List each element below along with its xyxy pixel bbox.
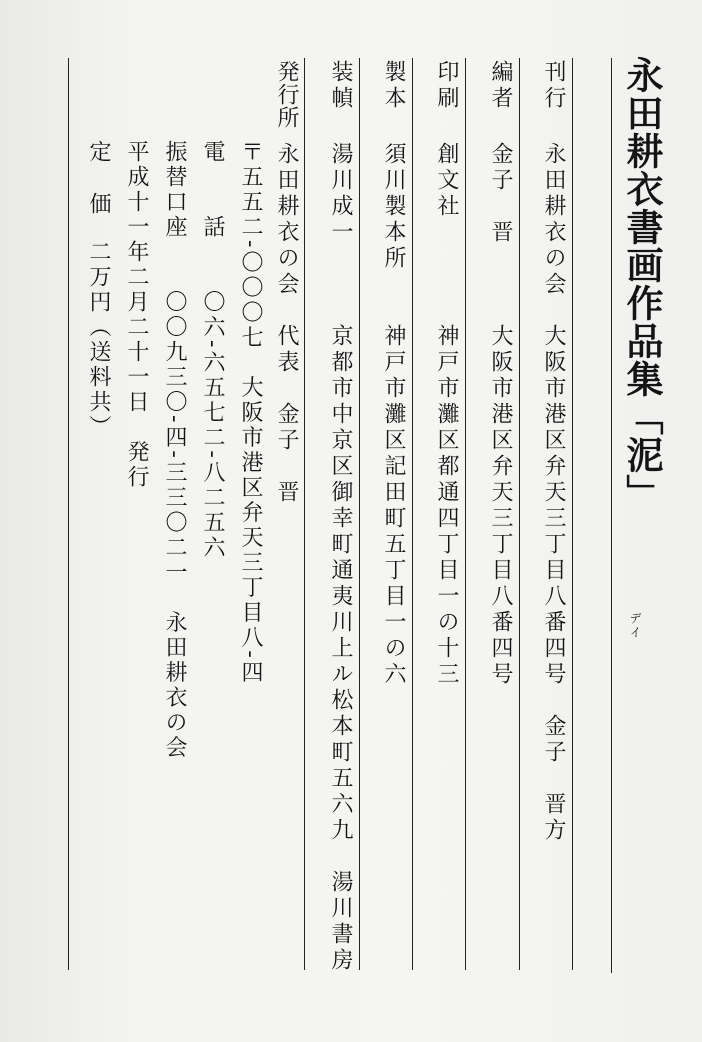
designer-text: 湯川成一 京都市中京区御幸町通夷川上ル松本町五六九 湯川書房 bbox=[328, 142, 353, 974]
rule-3 bbox=[465, 58, 466, 970]
publisher-text: 永田耕衣の会 大阪市港区弁天三丁目八番四号 金子 晋方 bbox=[541, 142, 566, 844]
issuer-line-phone: 電 話 〇六-六五七二-八二五六 bbox=[200, 140, 225, 561]
binder-text: 須川製本所 神戸市灘区記田町五丁目一の六 bbox=[381, 142, 406, 688]
rule-6 bbox=[304, 58, 305, 970]
publisher-label: 刊行 bbox=[541, 60, 566, 112]
rule-right-outer bbox=[611, 58, 612, 973]
issuer-line-date: 平成十一年二月二十一日 発行 bbox=[124, 140, 149, 490]
binder-label: 製本 bbox=[381, 60, 406, 112]
rule-1 bbox=[572, 58, 573, 970]
price-text: 二万円（送料共） bbox=[86, 240, 111, 440]
designer-label: 装幀 bbox=[328, 60, 353, 112]
rule-4 bbox=[412, 58, 413, 970]
editor-text: 金子 晋 大阪市港区弁天三丁目八番四号 bbox=[488, 142, 513, 688]
printer-label: 印刷 bbox=[434, 60, 459, 112]
price-label: 定 価 bbox=[86, 140, 111, 218]
issuer-line-name: 永田耕衣の会 代表 金子 晋 bbox=[274, 142, 299, 506]
printer-text: 創文社 神戸市灘区都通四丁目一の十三 bbox=[434, 142, 459, 688]
issuer-line-transfer: 振替口座 〇〇九三〇-四-三三〇二一 永田耕衣の会 bbox=[162, 140, 187, 761]
issuer-label: 発行所 bbox=[274, 60, 299, 129]
rule-5 bbox=[359, 58, 360, 970]
rule-2 bbox=[519, 58, 520, 970]
editor-label: 編者 bbox=[488, 60, 513, 112]
issuer-line-address: 〒五五二-〇〇〇七 大阪市港区弁天三丁目八-四 bbox=[238, 140, 263, 686]
title-ruby: デイ bbox=[628, 612, 642, 640]
rule-left-outer bbox=[68, 58, 69, 970]
book-title: 永田耕衣書画作品集「泥」 bbox=[620, 56, 664, 512]
